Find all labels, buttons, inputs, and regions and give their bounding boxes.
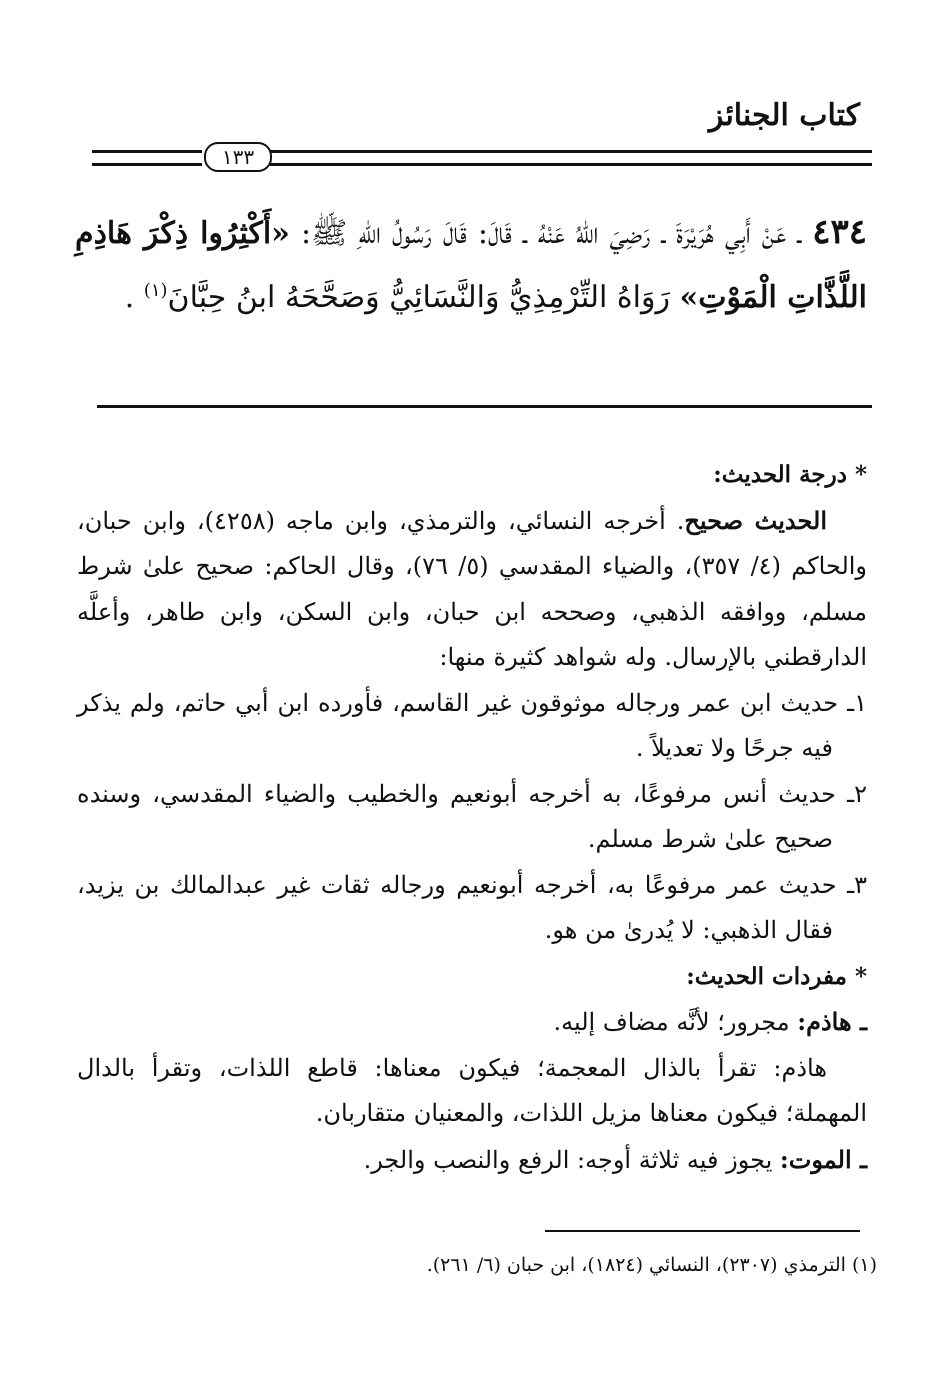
vocab-term-1 [77,999,867,1046]
header-rule [92,142,872,172]
hadith-text [75,200,867,330]
vocab-term-1-detail: هاذم: تقرأ بالذال المعجمة؛ فيكون معناها: قاطع اللذات، وتقرأ بالدال المهملة؛ فيكون معناها مزيل اللذات، والمعنيان متقاربان. [77,1053,867,1127]
vocab-term-1-label: ـ هاذم: [797,1007,867,1036]
vocab-term-2-label: ـ الموت: [779,1144,867,1174]
vocab-heading: * مفردات الحديث: [686,962,867,990]
hadith-chain: عَنْ أَبِي هُرَيْرَةَ ـ رَضِيَ اللهُ عَنْهُ ـ قَالَ: قَالَ رَسُولُ اللهِ ﷺ: [289,216,787,251]
vocab-term-1-text: مجرور؛ لأنَّه مضاف إليه. [553,1008,798,1036]
hadith-quote: «أَكْثِرُوا ذِكْرَ هَاذِمِ اللَّذَّاتِ الْمَوْتِ» [75,216,867,315]
vocab-term-2-text: يجوز فيه ثلاثة أوجه: الرفع والنصب والجر. [363,1145,780,1174]
hadith-number: ٤٣٤ [812,212,867,252]
witness-item-1: ١ـ حديث ابن عمر ورجاله موثوقون غير القاسم، فأورده ابن أبي حاتم، ولم يذكر فيه جرحًا ولا تعديلاً . [77,688,867,762]
grade-heading: * درجة الحديث: [713,461,867,488]
witness-item-3: ٣ـ حديث عمر مرفوعًا به، أخرجه أبونعيم ورجاله ثقات غير عبدالمالك بن يزيد، فقال الذهبي: لا يُدرىٰ من هو. [77,870,867,944]
grade-text: . أخرجه النسائي، والترمذي، وابن ماجه (٤٢٥٨)، وابن حبان، والحاكم (٤/ ٣٥٧)، والضياء المقدسي (٥/ ٧٦)، وقال الحاكم: صحيح علىٰ شرط مسلم، ووافقه الذهبي، وصححه ابن حبان، وابن السكن، وابن طاهر، وأعلَّه الدارقطني بالإرسال. وله شواهد كثيرة منها: [77,506,868,671]
hadith-end: . [124,280,144,315]
footnote-marker: (١) [143,280,168,301]
grade-paragraph [77,498,867,681]
hadith-dash: ـ [786,216,813,251]
grade-lead: الحديث صحيح [684,505,827,535]
header-rule-left [92,150,202,166]
hadith-source: رَوَاهُ التِّرْمِذِيُّ وَالنَّسَائِيُّ وَصَحَّحَهُ ابنُ حِبَّانَ [167,280,680,315]
page-number: ١٣٣ [204,142,272,172]
commentary [77,452,867,1183]
header-rule-right [270,150,872,166]
footnote-rule [545,1230,860,1232]
section-divider [97,405,872,408]
witness-item-2: ٢ـ حديث أنس مرفوعًا، به أخرجه أبونعيم والخطيب والضياء المقدسي، وسنده صحيح علىٰ شرط مسلم. [77,779,867,853]
running-head: كتاب الجنائز [708,98,860,133]
vocab-term-2 [77,1137,867,1184]
footnote: (١) الترمذي (٢٣٠٧)، النسائي (١٨٢٤)، ابن حبان (٦/ ٢٦١). [426,1254,877,1276]
